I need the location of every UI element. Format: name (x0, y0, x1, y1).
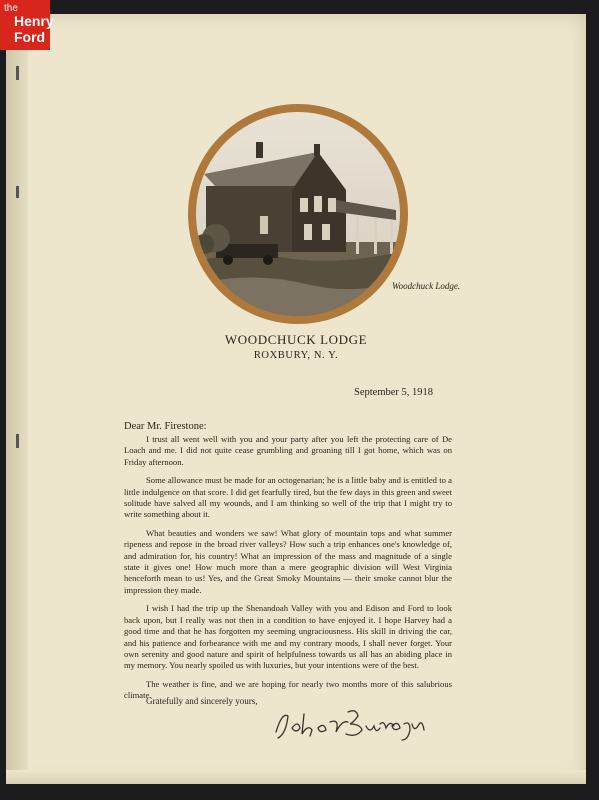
letter-paragraph: I wish I had the trip up the Shenandoah Valley with you and Edison and Ford to look back upon, but I really was not then in a condition to have enjoyed it. I hope Harvey had a good time and that he has forgotten my seeming ungraciousness. His skill in driving the car, and his patience and forbearance with me and my contrary moods, I shall never forget. Your own serenity and good nature and spirit of helpfulness towards us all has an abiding place in my memory. You nearly spoiled us with luxuries, but your intentions were of the best. (124, 603, 452, 671)
letter-closing: Gratefully and sincerely yours, (146, 696, 258, 706)
page-bottom-edge (6, 770, 586, 784)
letter-date: September 5, 1918 (354, 387, 434, 398)
margin-mark (16, 186, 19, 198)
letter-paragraph: What beauties and wonders we saw! What glory of mountain tops and what summer ripeness and repose in the broad river valleys? How such a trip enhances one's knowledge of, and admiration for, his country! What an impression of the mass and magnitude of a single state it gives one! How much more than a mere geographic division will West Virginia henceforth mean to us! Yes, and the Great Smoky Mountains — their smoke cannot blur the impression they made. (124, 527, 452, 595)
book-spine-shadow (6, 14, 28, 784)
letter-paragraph: The weather is fine, and we are hoping for nearly two months more of this salubrious climate. (124, 678, 452, 701)
letterhead-title: WOODCHUCK LODGE (224, 332, 368, 347)
logo-text: the (4, 3, 18, 14)
woodchuck-lodge-photo (196, 112, 400, 316)
logo-text: Henry (14, 13, 54, 29)
letter-paragraph: Some allowance must be made for an octogenarian; he is a little baby and is entitled to a little indulgence on that score. I did get fearfully tired, but the few days in this green and sweet solitude have salved all my wounds, and I am thinking so well of the trip that I might try to write something about it. (124, 475, 452, 520)
letter-body (124, 434, 452, 709)
letter-page (6, 14, 586, 784)
logo-text: Ford (14, 29, 46, 45)
lodge-photo-frame (188, 104, 408, 324)
handwritten-signature (268, 704, 428, 749)
margin-mark (16, 66, 19, 80)
henry-ford-logo (0, 0, 54, 50)
margin-mark (16, 434, 19, 448)
letter-paragraph: I trust all went well with you and your party after you left the protecting care of De Loach and me. I did not quite cease grumbling and groaning till I got home, which was on Friday afternoon. (124, 434, 452, 467)
letter-salutation: Dear Mr. Firestone: (124, 421, 207, 432)
photo-caption: Woodchuck Lodge. (392, 281, 461, 291)
letterhead-location: ROXBURY, N. Y. (253, 350, 339, 361)
